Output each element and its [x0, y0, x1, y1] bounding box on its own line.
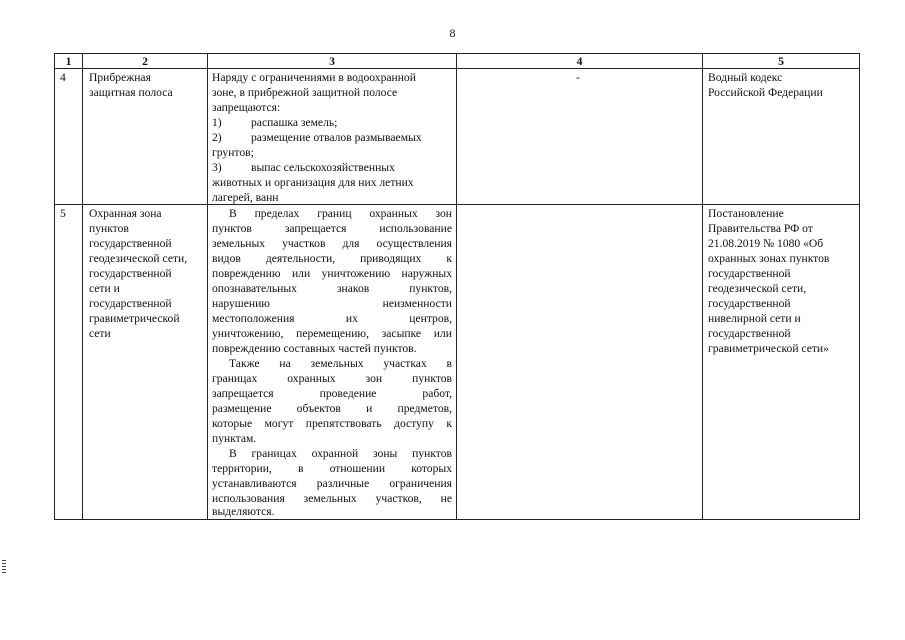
list-marker: 3)	[212, 161, 222, 174]
basis-line: гравиметрической сети»	[708, 342, 829, 355]
text-line: В пределах границ охранных зон	[229, 207, 452, 220]
text-line: лагерей, ванн	[212, 191, 279, 204]
text-line: видов деятельности, приводящих к	[212, 252, 452, 265]
text-line: выделяются.	[212, 505, 275, 518]
scan-mark-tick	[2, 569, 6, 570]
zone-name-line: сети и	[89, 282, 120, 295]
table-border-top	[54, 53, 860, 54]
zone-name-line: Прибрежная	[89, 71, 151, 84]
zone-name-line: гравиметрической	[89, 312, 180, 325]
header-divider	[54, 68, 860, 69]
basis-line: охранных зонах пунктов	[708, 252, 830, 265]
basis-line: нивелирной сети и	[708, 312, 801, 325]
list-item: размещение отвалов размываемых	[251, 131, 422, 144]
text-line: запрещается проведение работ,	[212, 387, 452, 400]
text-line: устанавливаются различные ограничения	[212, 477, 452, 490]
table-border-bottom	[54, 519, 860, 520]
header-col-5: 5	[778, 55, 784, 68]
text-line: размещение объектов и предметов,	[212, 402, 452, 415]
zone-name-line: пунктов	[89, 222, 129, 235]
text-line: земельных участков для осуществления	[212, 237, 452, 250]
header-col-4: 4	[576, 55, 583, 68]
text-line: пунктов запрещается использование	[212, 222, 452, 235]
scan-mark-tick	[2, 566, 6, 567]
col-divider-1	[82, 53, 83, 520]
zone-name-line: сети	[89, 327, 111, 340]
list-item: выпас сельскохозяйственных	[251, 161, 395, 174]
text-line: В границах охранной зоны пунктов	[229, 447, 452, 460]
text-line: уничтожению, перемещению, засыпке или	[212, 327, 452, 340]
col-divider-3	[456, 53, 457, 520]
scan-mark-tick	[2, 560, 6, 561]
zone-name-line: защитная полоса	[89, 86, 173, 99]
text-line: которые могут препятствовать доступу к	[212, 417, 452, 430]
text-line: использования земельных участков, не	[212, 492, 452, 505]
scan-mark-tick	[2, 572, 6, 573]
header-col-3: 3	[329, 55, 335, 68]
header-col-2: 2	[142, 55, 148, 68]
scan-mark-tick	[2, 563, 6, 564]
zone-name-line: Охранная зона	[89, 207, 162, 220]
col4-value: -	[576, 71, 580, 84]
header-col-1: 1	[65, 55, 72, 68]
table-border-left	[54, 53, 55, 520]
basis-line: Водный кодекс	[708, 71, 783, 84]
text-line: животных и организация для них летних	[212, 176, 414, 189]
row-divider	[54, 204, 860, 205]
text-line: Также на земельных участках в	[229, 357, 452, 370]
zone-name-line: государственной	[89, 237, 172, 250]
text-line: границах охранных зон пунктов	[212, 372, 452, 385]
text-line: грунтов;	[212, 146, 254, 159]
basis-line: государственной	[708, 267, 791, 280]
list-marker: 2)	[212, 131, 222, 144]
table-border-right	[859, 53, 860, 520]
basis-line: геодезической сети,	[708, 282, 807, 295]
text-line: территории, в отношении которых	[212, 462, 452, 475]
text-line: зоне, в прибрежной защитной полосе	[212, 86, 398, 99]
zone-name-line: геодезической сети,	[89, 252, 188, 265]
text-line: Наряду с ограничениями в водоохранной	[212, 71, 416, 84]
text-line: запрещаются:	[212, 101, 281, 114]
text-line: нарушению неизменности	[212, 297, 452, 310]
basis-line: государственной	[708, 327, 791, 340]
basis-line: Российской Федерации	[708, 86, 823, 99]
row-number: 4	[60, 71, 66, 84]
basis-line: 21.08.2019 № 1080 «Об	[708, 237, 824, 250]
text-line: опознавательных знаков пунктов,	[212, 282, 452, 295]
zone-name-line: государственной	[89, 267, 172, 280]
text-line: местоположения их центров,	[212, 312, 452, 325]
col-divider-4	[702, 53, 703, 520]
page-number: 8	[449, 26, 456, 40]
col-divider-2	[207, 53, 208, 520]
basis-line: Правительства РФ от	[708, 222, 813, 235]
list-item: распашка земель;	[251, 116, 338, 129]
row-number: 5	[60, 207, 66, 220]
text-line: повреждению или уничтожению наружных	[212, 267, 452, 280]
text-line: пунктам.	[212, 432, 257, 445]
basis-line: Постановление	[708, 207, 784, 220]
text-line: повреждению составных частей пунктов.	[212, 342, 417, 355]
basis-line: государственной	[708, 297, 791, 310]
list-marker: 1)	[212, 116, 222, 129]
zone-name-line: государственной	[89, 297, 172, 310]
